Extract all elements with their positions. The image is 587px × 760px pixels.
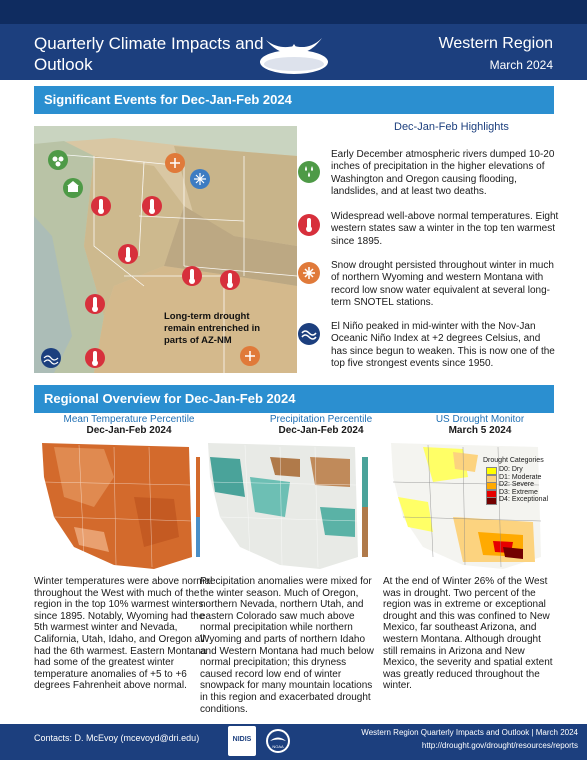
highlight-text: Early December atmospheric rivers dumped 10-20 inches of precipitation in the higher elevations of Washington and Oregon causing flooding, landslides, and at least two deaths. [331, 149, 555, 198]
footer-url-link[interactable]: http://drought.gov/drought/resources/reports [421, 741, 578, 750]
drought-summary-text: At the end of Winter 26% of the West was in drought. Two percent of the region was in extreme or exceptional drought and this was confined to New Mexico, far southeast Arizona, and western Montana. Although drought still remains in Arizona and New Mexico, the severity and spatial extent was greatly reduced throughout the winter. [383, 576, 553, 692]
map-flood-house-icon [63, 178, 83, 198]
precipitation-percentile-map [200, 437, 376, 575]
nidis-logo-icon: NIDIS [228, 726, 256, 756]
drought-monitor-subtitle: March 5 2024 [448, 425, 512, 436]
noaa-logo-icon [265, 728, 291, 754]
el-nino-waves-icon [298, 323, 320, 345]
rain-drops-icon [298, 161, 320, 183]
drought-legend: Drought Categories D0: Dry D1: Moderate D2: Severe D3: Extreme D4: Exceptional [483, 457, 549, 503]
svg-text:NOAA: NOAA [272, 744, 284, 749]
drought-monitor-title: US Drought Monitor [435, 414, 525, 425]
highlight-text: Widespread well-above normal temperatures. Eight western states saw a winter in the top ten warmest since 1895. [331, 211, 559, 247]
map-el-nino-waves-icon [41, 348, 61, 368]
region-name: Western Region [438, 35, 553, 52]
footer-publication: Western Region Quarterly Impacts and Outlook | March 2024 [361, 728, 578, 737]
map-drought-note: Long-term drought remain entrenched in parts of AZ-NM [164, 311, 261, 346]
report-date: March 2024 [489, 58, 553, 72]
drought-legend-title: Drought Categories [483, 457, 544, 464]
section-bar-regional-overview: Regional Overview for Dec-Jan-Feb 2024 [34, 385, 554, 413]
page-title: Quarterly Climate Impacts and Outlook [34, 34, 264, 74]
temperature-map-subtitle: Dec-Jan-Feb 2024 [86, 425, 172, 436]
section-bar-significant-events: Significant Events for Dec-Jan-Feb 2024 [34, 86, 554, 114]
noaa-bird-logo-icon [258, 28, 330, 74]
temperature-map-title: Mean Temperature Percentile [63, 414, 195, 425]
precipitation-map-subtitle: Dec-Jan-Feb 2024 [278, 425, 364, 436]
map-snow-drought-icon [165, 153, 185, 173]
footer-contacts[interactable]: Contacts: D. McEvoy (mcevoyd@dri.edu) [34, 733, 200, 743]
map-rain-drops-icon [48, 150, 68, 170]
map-snow-drought-sw-icon [240, 346, 260, 366]
map-snowflake-icon [190, 169, 210, 189]
thermometer-hot-icon [298, 214, 320, 236]
highlight-text: Snow drought persisted throughout winter in much of northern Wyoming and western Montana with record low snow water equivalent at several long-term SNOTEL stations. [331, 260, 554, 309]
precipitation-summary-text: Precipitation anomalies were mixed for the winter season. Much of Oregon, northern Nevada, northern Utah, and eastern Colorado saw much above normal precipitation while northern Wyoming and parts of northern Idaho and Western Montana had much below normal precipitation; this dryness caused record low end of winter snowpack for many mountain locations in this region and exacerbated drought conditions. [200, 576, 374, 715]
temperature-percentile-map [34, 437, 210, 575]
temperature-summary-text: Winter temperatures were above normal throughout the West with much of the region in the top 10% warmest winters since 1895. Notably, Wyoming had the 5th warmest winter and Nevada, California, Utah, Idaho, and Oregon all had the 6th warmest. Eastern Montana had some of the greatest winter temperature anomalies of +5 to +6 degrees Fahrenheit above normal. [34, 576, 213, 692]
highlights-title: Dec-Jan-Feb Highlights [394, 121, 509, 133]
header-stripe [0, 0, 587, 24]
snow-drought-icon [298, 262, 320, 284]
precipitation-map-title: Precipitation Percentile [269, 414, 373, 425]
highlight-text: El Niño peaked in mid-winter with the Nov-Jan Oceanic Niño Index at +2 degrees Celsius, and has since begun to weaken. This is now one of the top five strongest events since 1950. [331, 321, 555, 370]
